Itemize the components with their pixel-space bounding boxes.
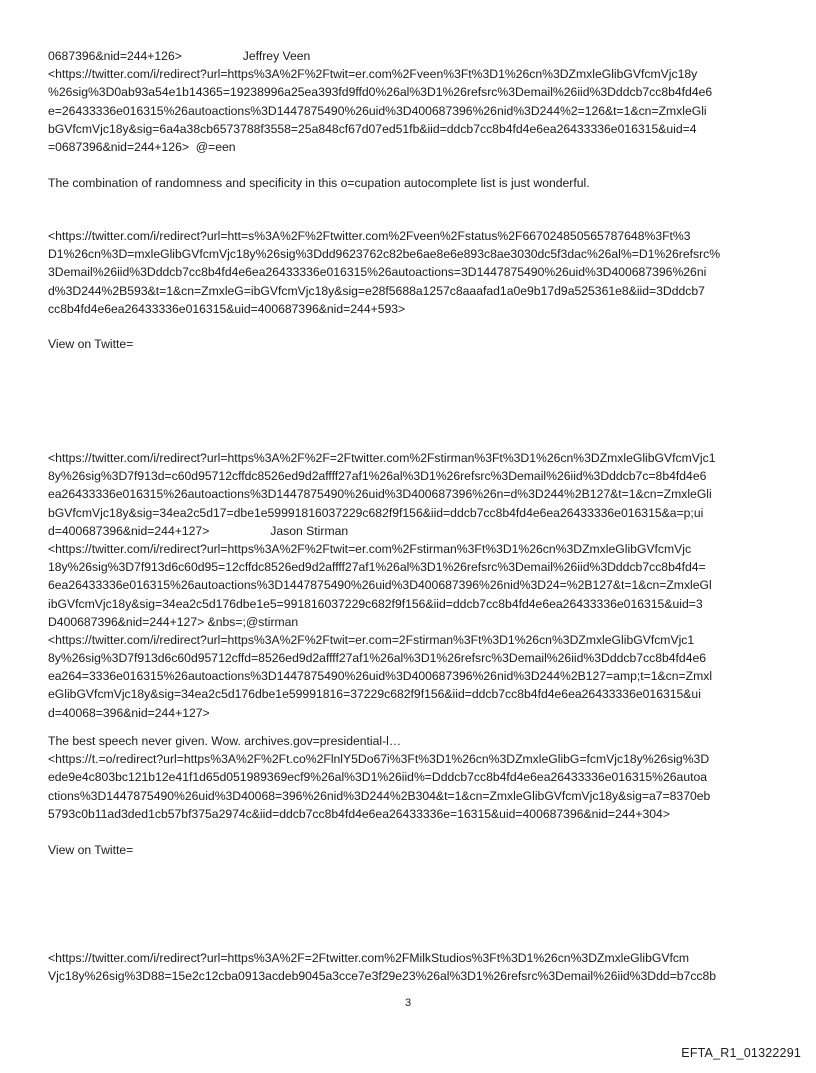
text-line: 18y%26sig%3D7f913d6c60d95=12cffdc8526ed9d2affff27af1%26al%3D1%26refsrc%3Demail%26iid%3Dddcb7cc8b4fd4= xyxy=(48,560,706,575)
tweet-status-link-veen xyxy=(48,227,772,318)
text-line: 6ea26433336e016315%26autoactions%3D1447875490%26uid%3D400687396%26nid%3D24=%2B127&t=1&cn=ZmxleGl xyxy=(48,578,712,593)
text-line: e=26433336e016315%26autoactions%3D1447875490%26uid%3D400687396%26nid%3D244%2=126&t=1&cn=ZmxleGli xyxy=(48,103,707,118)
text-line: ibGVfcmVjc18y&sig=34ea2c5d176dbe1e5=991816037229c682f9f156&iid=ddcb7cc8b4fd4e6ea26433336e016315&uid=3 xyxy=(48,596,703,611)
text-line: View on Twitte= xyxy=(48,843,134,857)
text-line: =0687396&nid=244+126> @=een xyxy=(48,139,236,154)
page-number: 3 xyxy=(404,997,412,1009)
text-line: bGVfcmVjc18y&sig=34ea2c5d17=dbe1e59991816037229c682f9f156&iid=ddcb7cc8b4fd4e6ea26433336e016315&a=p;ui xyxy=(48,505,704,520)
text-line: 8y%26sig%3D7f913d6c60d95712cffd=8526ed9d2affff27af1%26al%3D1%26refsrc%3Demail%26iid%3Dddcb7cc8b4fd4e6 xyxy=(48,651,707,666)
text-line: D400687396&nid=244+127> &nbs=;@stirman xyxy=(48,614,299,629)
text-line: d=40068=396&nid=244+127> xyxy=(48,705,210,720)
text-line: ede9e4c803bc121b12e41f1d65d051989369ecf9%26al%3D1%26iid%=Dddcb7cc8b4fd4e6ea26433336e016315%26autoa xyxy=(48,770,708,785)
text-line: %26sig%3D0ab93a54e1b14365=19238996a25ea393fd9ffd0%26al%3D1%26refsrc%3Demail%26iid%3Dddcb7cc8b4fd4e6 xyxy=(48,85,713,100)
text-line: View on Twitte= xyxy=(48,337,134,351)
text-line: d%3D244%2B593&t=1&cn=ZmxleG=ibGVfcmVjc18y&sig=e28f5688a1257c8aaafad1a0e9b17d9a525361e8&iid=3Dddcb7 xyxy=(48,283,705,298)
text-line: 0687396&nid=244+126> Jeffrey Veen xyxy=(48,49,311,63)
text-line: eGlibGVfcmVjc18y&sig=34ea2c5d176dbe1e59991816=37229c682f9f156&iid=ddcb7cc8b4fd4e6ea26433336e016315&ui xyxy=(48,687,701,702)
text-line: 8y%26sig%3D7f913d=c60d95712cffdc8526ed9d2affff27af1%26al%3D1%26refsrc%3Demail%26iid%3Dddcb7c=8b4fd4e6 xyxy=(48,469,707,484)
text-line: <https://twitter.com/i/redirect?url=htt=s%3A%2F%2Ftwitter.com%2Fveen%2Fstatus%2F667024850565787648%3Ft%3 xyxy=(48,229,691,243)
text-line: <https://twitter.com/i/redirect?url=https%3A%2F%2Ftwit=er.com=2Fstirman%3Ft%3D1%26cn%3DZmxleGlibGVfcmVjc1 xyxy=(48,632,695,647)
tweet-header-jason-stirman xyxy=(48,449,772,722)
tweet-text-stirman xyxy=(48,732,772,823)
text-line: ctions%3D1447875490%26uid%3D40068=396%26nid%3D244%2B304&t=1&cn=ZmxleGlibGVfcmVjc18y&sig=a7=8370eb xyxy=(48,788,711,803)
text-line: d=400687396&nid=244+127> Jason Stirman xyxy=(48,523,349,538)
tweet-header-milkstudios xyxy=(48,949,772,985)
text-line: The combination of randomness and specificity in this o=cupation autocomplete list is just wonderful. xyxy=(48,176,590,190)
text-line: <https://twitter.com/i/redirect?url=https%3A%2F%2Ftwit=er.com%2Fveen%3Ft%3D1%26cn%3DZmxleGlibGVfcmVjc18y xyxy=(48,67,698,82)
text-line: <https://twitter.com/i/redirect?url=https%3A%2F%2Ftwit=er.com%2Fstirman%3Ft%3D1%26cn%3DZmxleGlibGVfcmVjc xyxy=(48,541,692,556)
view-on-twitter-link xyxy=(48,335,772,353)
text-line: <https://t.=o/redirect?url=https%3A%2F%2Ft.co%2FlnlY5Do67i%3Ft%3D1%26cn%3DZmxleGlibG=fcmVjc18y%26sig%3D xyxy=(48,752,710,767)
text-line: The best speech never given. Wow. archives.gov=presidential-l… xyxy=(48,734,402,748)
text-line: <https://twitter.com/i/redirect?url=https%3A%2F=2Ftwitter.com%2FMilkStudios%3Ft%3D1%26cn%3DZmxleGlibGVfcm xyxy=(48,951,690,965)
text-line: 3Demail%26iid%3Dddcb7cc8b4fd4e6ea26433336e016315%26autoactions=3D1447875490%26uid%3D400687396%26ni xyxy=(48,265,707,280)
text-line: cc8b4fd4e6ea26433336e016315&uid=400687396&nid=244+593> xyxy=(48,301,406,316)
text-line: <https://twitter.com/i/redirect?url=https%3A%2F%2F=2Ftwitter.com%2Fstirman%3Ft%3D1%26cn%3DZmxleGlibGVfcmVjc1 xyxy=(48,451,716,465)
text-line: D1%26cn%3D=mxleGlibGVfcmVjc18y%26sig%3Ddd9623762c82be6ae8e6e893c8ae3030dc5f3dac%26al%=D1%26refsrc% xyxy=(48,247,721,262)
text-line: ea26433336e016315%26autoactions%3D1447875490%26uid%3D400687396%26n=d%3D244%2B127&t=1&cn=ZmxleGli xyxy=(48,487,712,502)
text-line: bGVfcmVjc18y&sig=6a4a38cb6573788f3558=25a848cf67d07ed51fb&iid=ddcb7cc8b4fd4e6ea26433336e016315&uid=4 xyxy=(48,121,697,136)
text-line: ea264=3336e016315%26autoactions%3D1447875490%26uid%3D400687396%26nid%3D244%2B127=amp;t=1&cn=Zmxl xyxy=(48,669,713,684)
tweet-header-jeffrey-veen xyxy=(48,47,772,156)
bates-stamp: EFTA_R1_01322291 xyxy=(681,1046,801,1060)
text-line: 5793c0b11ad3ded1cb57bf375a2974c&iid=ddcb7cc8b4fd4e6ea26433336e=16315&uid=400687396&nid=244+304> xyxy=(48,806,670,821)
tweet-text-veen xyxy=(48,174,772,192)
view-on-twitter-link xyxy=(48,841,772,859)
text-line: Vjc18y%26sig%3D88=15e2c12cba0913acdeb9045a3cce7e3f29e23%26al%3D1%26refsrc%3Demail%26iid%3Ddd=b7cc8b xyxy=(48,969,717,984)
